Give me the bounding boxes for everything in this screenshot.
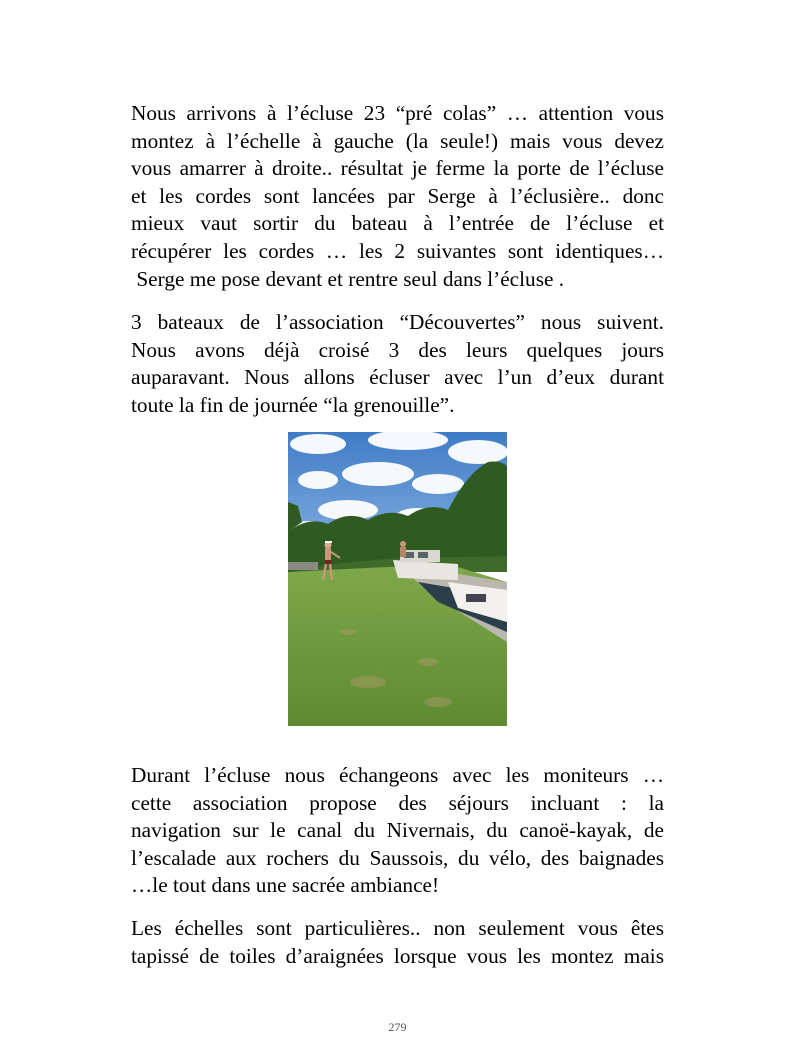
text-line: l’escalade aux rochers du Saussois, du vélo, des baignades [131,845,664,870]
path [288,562,318,570]
text-line: montez à l’échelle à gauche (la seule!) mais vous devez [131,128,664,153]
text-line: récupérer les cordes … les 2 suivantes sont identiques… [131,238,664,263]
text-line: navigation sur le canal du Nivernais, du canoë-kayak, de [131,818,664,843]
text-line: …le tout dans une sacrée ambiance! [131,873,440,898]
text-line: cette association propose des séjours incluant : la [131,790,664,815]
text-line: et les cordes sont lancées par Serge à l’éclusière.. donc [131,183,664,208]
text-line: toute la fin de journée “la grenouille”. [131,392,455,417]
text-line: 3 bateaux de l’association “Découvertes” nous suivent. [131,310,664,334]
text-line: Durant l’écluse nous échangeons avec les moniteurs … [131,763,664,787]
text-line: Nous arrivons à l’écluse 23 “pré colas” … attention vous [131,101,664,125]
person-on-boat-body [400,547,406,557]
text-line: tapissé de toiles d’araignées lorsque vous les montez mais [131,943,664,968]
lock-photo [288,432,507,726]
person-on-boat [400,541,406,547]
paragraph-4 [131,915,664,970]
paragraph-1 [131,100,664,293]
text-line: Serge me pose devant et rentre seul dans l’écluse . [131,266,565,291]
paragraph-3 [131,762,664,900]
text-line: vous amarrer à droite.. résultat je ferme la porte de l’écluse [131,156,664,181]
paragraph-2 [131,309,664,419]
text-line: mieux vaut sortir du bateau à l’entrée de l’écluse et [131,211,664,236]
text-line: Nous avons déjà croisé 3 des leurs quelques jours [131,337,664,362]
page-number: 279 [388,1020,407,1034]
text-line: auparavant. Nous allons écluser avec l’un d’eux durant [131,365,664,390]
lock-photo-illustration [288,432,507,726]
text-line: Les échelles sont particulières.. non seulement vous êtes [131,916,664,940]
